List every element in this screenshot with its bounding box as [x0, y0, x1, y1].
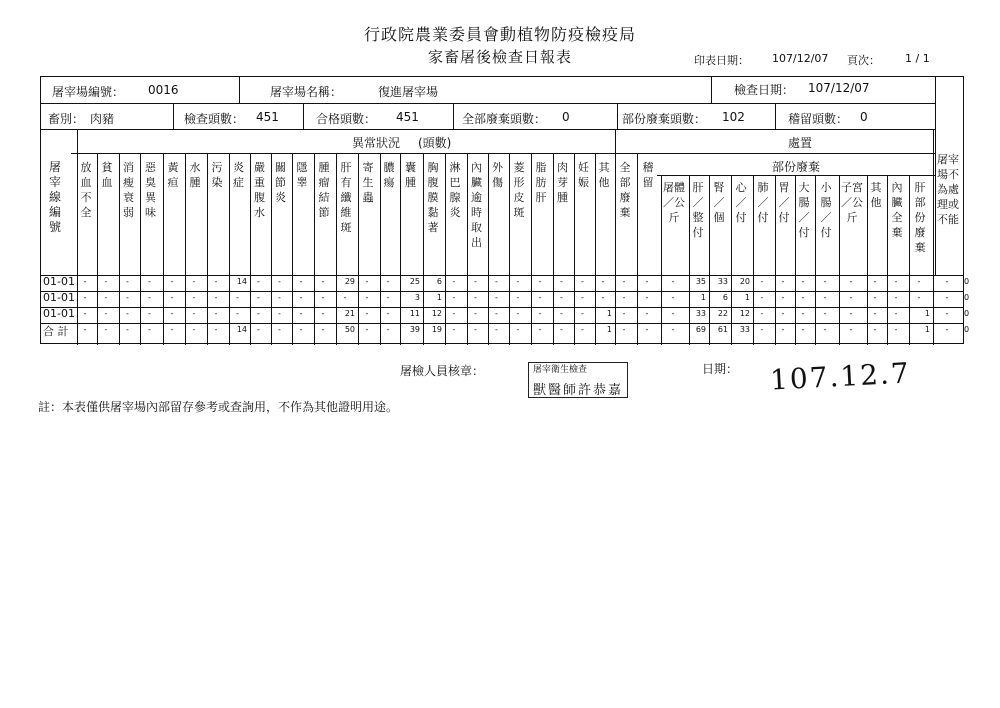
- table-cell: -: [214, 293, 218, 302]
- col-header-abnormal-4: 黃疸: [167, 161, 179, 189]
- table-cell: 25: [409, 277, 420, 286]
- table-cell: 1: [700, 293, 706, 302]
- table-cell: -: [148, 325, 151, 334]
- head-count-label: (頭數): [418, 136, 452, 150]
- table-cell: -: [760, 293, 764, 302]
- col-header-partial-4: 肺／付: [757, 181, 769, 224]
- col-header-abnormal-15: 囊腫: [405, 161, 416, 189]
- table-cell: -: [560, 277, 563, 286]
- table-cell: -: [581, 293, 584, 302]
- col-header-partial-3: 心／付: [735, 181, 747, 224]
- table-cell: -: [214, 325, 218, 334]
- table-cell: 22: [717, 309, 728, 318]
- table-cell: -: [104, 325, 108, 334]
- col-header-partial-10: 內臟全棄: [891, 181, 903, 239]
- passed: 451: [396, 110, 419, 124]
- table-cell: 61: [717, 325, 728, 334]
- table-cell: -: [917, 277, 921, 286]
- col-header-abnormal-5: 水腫: [189, 161, 201, 189]
- table-cell: 14: [236, 325, 247, 334]
- total-row-label: 合 計: [43, 325, 69, 338]
- table-cell: -: [126, 293, 129, 302]
- table-cell: -: [801, 293, 805, 302]
- table-cell: -: [495, 293, 498, 302]
- table-cell: -: [386, 277, 390, 286]
- plant-no-label: 屠宰場編號：: [52, 85, 125, 99]
- detained: 0: [860, 110, 868, 124]
- col-header-abnormal-12: 肝有纖維斑: [340, 161, 352, 234]
- plant-name: 復進屠宰場: [378, 85, 439, 99]
- col-header-line-no: 屠宰線編號: [48, 160, 61, 234]
- table-cell: 3: [414, 293, 420, 302]
- table-cell: -: [321, 277, 325, 286]
- table-cell: -: [343, 293, 347, 302]
- row-label: 01-01: [43, 307, 75, 320]
- inspector-stamp: [528, 362, 628, 398]
- table-cell: -: [104, 277, 108, 286]
- total-condemn: 0: [562, 110, 570, 124]
- col-header-total-condemn: 全部廢棄: [619, 161, 631, 219]
- page-label: 頁次：: [847, 54, 880, 67]
- table-cell: 19: [431, 325, 442, 334]
- table-cell: -: [474, 309, 477, 318]
- abnormal-section-title: 異常狀況: [352, 136, 401, 150]
- table-cell: 33: [717, 277, 728, 286]
- table-cell: -: [823, 293, 827, 302]
- signature-label: 屠檢人員核章：: [400, 364, 485, 378]
- table-cell: -: [474, 325, 477, 334]
- table-cell: -: [83, 325, 87, 334]
- date-label: 日期：: [702, 362, 739, 376]
- table-cell: -: [236, 293, 239, 302]
- col-header-abnormal-19: 外傷: [492, 161, 503, 189]
- col-header-abnormal-11: 腫瘤結節: [318, 161, 330, 219]
- table-cell: -: [581, 277, 584, 286]
- row-label: 01-01: [43, 291, 75, 304]
- species: 肉豬: [90, 112, 115, 126]
- table-cell: -: [622, 293, 626, 302]
- table-cell: -: [299, 293, 303, 302]
- table-cell: 0: [964, 325, 970, 334]
- table-cell: -: [104, 293, 108, 302]
- table-cell: 0: [964, 309, 970, 318]
- table-cell: 14: [236, 277, 247, 286]
- table-cell: -: [645, 309, 649, 318]
- table-cell: -: [538, 277, 542, 286]
- col-header-abnormal-17: 淋巴腺炎: [449, 161, 461, 219]
- partial-section-title: 部份廢棄: [772, 160, 821, 174]
- stamp-line1: 屠宰衛生檢查: [533, 365, 588, 375]
- col-header-abnormal-8: 嚴重腹水: [254, 161, 265, 219]
- table-cell: 1: [924, 325, 930, 334]
- col-header-abnormal-7: 炎症: [233, 161, 244, 189]
- col-header-partial-6: 大腸／付: [798, 181, 810, 239]
- table-cell: -: [538, 293, 542, 302]
- table-cell: -: [781, 293, 785, 302]
- table-cell: -: [192, 293, 196, 302]
- table-cell: 33: [695, 309, 706, 318]
- table-cell: -: [148, 293, 151, 302]
- col-header-partial-2: 腎／個: [713, 181, 725, 224]
- table-cell: -: [236, 309, 239, 318]
- table-cell: 0: [964, 277, 970, 286]
- table-cell: 50: [344, 325, 355, 334]
- col-header-abnormal-18: 內臟逾時取出: [471, 161, 482, 249]
- col-header-partial-8: 子宮／公斤: [841, 181, 863, 224]
- table-cell: -: [873, 277, 877, 286]
- table-cell: -: [622, 325, 626, 334]
- col-header-not-processed: 屠宰場不為處理或不能: [937, 153, 959, 226]
- table-cell: -: [170, 325, 174, 334]
- table-cell: -: [257, 309, 260, 318]
- table-cell: 29: [344, 277, 355, 286]
- table-cell: -: [148, 309, 151, 318]
- table-cell: -: [83, 277, 87, 286]
- table-cell: -: [945, 293, 949, 302]
- table-cell: -: [278, 325, 281, 334]
- table-cell: -: [474, 293, 477, 302]
- table-cell: -: [823, 309, 827, 318]
- table-cell: 1: [744, 293, 750, 302]
- species-label: 畜別：: [48, 112, 85, 126]
- table-cell: -: [781, 325, 785, 334]
- table-cell: 39: [409, 325, 420, 334]
- col-header-abnormal-6: 污染: [211, 161, 223, 189]
- table-cell: -: [170, 309, 174, 318]
- table-cell: -: [873, 309, 877, 318]
- table-cell: -: [365, 309, 369, 318]
- col-header-abnormal-16: 胸腹膜黏著: [427, 161, 439, 234]
- table-cell: -: [560, 325, 563, 334]
- col-header-partial-1: 肝／整付: [692, 181, 704, 239]
- table-cell: -: [278, 293, 281, 302]
- table-cell: -: [781, 309, 785, 318]
- agency-title: 行政院農業委員會動植物防疫檢疫局: [363, 25, 636, 44]
- col-header-abnormal-3: 惡臭異味: [145, 161, 156, 219]
- table-cell: -: [321, 325, 325, 334]
- col-header-abnormal-1: 貧血: [101, 161, 113, 189]
- footer-note: 註：本表僅供屠宰場內部留存參考或查詢用，不作為其他證明用途。: [38, 400, 399, 414]
- table-cell: -: [894, 277, 898, 286]
- table-cell: -: [538, 325, 542, 334]
- table-cell: -: [760, 325, 764, 334]
- col-header-abnormal-14: 膿瘍: [383, 161, 395, 189]
- table-cell: -: [849, 293, 853, 302]
- col-header-partial-0: 屠體／公斤: [663, 181, 685, 224]
- table-cell: 0: [964, 293, 970, 302]
- table-cell: -: [581, 309, 584, 318]
- table-cell: 20: [739, 277, 750, 286]
- table-cell: -: [894, 309, 898, 318]
- table-cell: -: [645, 293, 649, 302]
- table-cell: -: [192, 325, 196, 334]
- table-cell: -: [495, 325, 498, 334]
- table-cell: -: [170, 293, 174, 302]
- passed-label: 合格頭數：: [316, 112, 377, 126]
- col-header-abnormal-0: 放血不全: [80, 161, 92, 219]
- table-cell: -: [83, 309, 87, 318]
- col-header-partial-11: 肝部份廢棄: [914, 181, 926, 254]
- table-cell: -: [257, 293, 260, 302]
- table-cell: -: [581, 325, 584, 334]
- table-cell: -: [671, 325, 675, 334]
- table-cell: -: [873, 325, 877, 334]
- table-cell: -: [299, 325, 303, 334]
- table-cell: -: [622, 277, 626, 286]
- table-cell: -: [945, 325, 949, 334]
- table-cell: -: [365, 325, 369, 334]
- handwritten-date: 107.12.7: [769, 356, 912, 397]
- table-cell: 1: [606, 325, 612, 334]
- table-cell: -: [760, 309, 764, 318]
- inspected: 451: [256, 110, 279, 124]
- table-cell: -: [214, 277, 218, 286]
- table-cell: -: [386, 293, 390, 302]
- table-cell: 12: [739, 309, 750, 318]
- col-header-abnormal-20: 菱形皮斑: [513, 161, 525, 219]
- detained-label: 稽留頭數：: [788, 112, 849, 126]
- table-cell: -: [560, 309, 563, 318]
- table-cell: -: [192, 309, 196, 318]
- col-header-abnormal-23: 妊娠: [578, 161, 589, 189]
- table-cell: -: [671, 309, 675, 318]
- table-cell: -: [365, 293, 369, 302]
- table-cell: -: [849, 309, 853, 318]
- total-condemn-label: 全部廢棄頭數：: [462, 112, 547, 126]
- table-cell: -: [849, 277, 853, 286]
- table-cell: -: [801, 277, 805, 286]
- report-title: 家畜屠後檢查日報表: [427, 48, 572, 66]
- col-header-abnormal-10: 隱睾: [296, 161, 308, 189]
- row-label: 01-01: [43, 275, 75, 288]
- table-cell: -: [873, 293, 877, 302]
- table-cell: -: [278, 277, 281, 286]
- table-cell: -: [126, 277, 129, 286]
- table-cell: -: [516, 293, 520, 302]
- inspect-date: 107/12/07: [808, 81, 870, 95]
- table-cell: -: [671, 293, 675, 302]
- disposal-section-title: 處置: [788, 136, 813, 150]
- table-cell: -: [516, 325, 520, 334]
- table-cell: -: [257, 325, 260, 334]
- table-cell: -: [516, 277, 520, 286]
- col-header-abnormal-21: 脂肪肝: [535, 161, 547, 204]
- table-cell: -: [849, 325, 853, 334]
- table-cell: -: [474, 277, 477, 286]
- table-cell: -: [516, 309, 520, 318]
- print-date: 107/12/07: [772, 52, 829, 65]
- table-cell: -: [645, 277, 649, 286]
- table-cell: -: [365, 277, 369, 286]
- table-cell: 21: [344, 309, 355, 318]
- table-cell: -: [917, 293, 921, 302]
- table-cell: -: [538, 309, 542, 318]
- table-cell: -: [452, 293, 456, 302]
- table-cell: -: [278, 309, 281, 318]
- col-header-abnormal-9: 關節炎: [275, 161, 286, 204]
- table-cell: -: [622, 309, 626, 318]
- page-value: 1 / 1: [905, 52, 930, 65]
- table-cell: -: [801, 325, 805, 334]
- print-date-label: 印表日期：: [694, 54, 749, 67]
- col-header-partial-9: 其他: [870, 181, 882, 209]
- table-cell: 69: [695, 325, 706, 334]
- table-cell: -: [495, 277, 498, 286]
- table-cell: 1: [436, 293, 442, 302]
- table-cell: -: [386, 309, 390, 318]
- plant-name-label: 屠宰場名稱：: [270, 85, 343, 99]
- table-cell: -: [452, 277, 456, 286]
- table-cell: 6: [436, 277, 442, 286]
- table-cell: -: [671, 277, 675, 286]
- table-cell: -: [321, 293, 325, 302]
- table-cell: -: [645, 325, 649, 334]
- table-cell: -: [126, 325, 129, 334]
- table-cell: -: [894, 325, 898, 334]
- table-cell: -: [299, 277, 303, 286]
- table-cell: -: [823, 325, 827, 334]
- table-cell: -: [170, 277, 174, 286]
- inspect-date-label: 檢查日期：: [734, 83, 795, 97]
- table-cell: -: [760, 277, 764, 286]
- table-cell: -: [148, 277, 151, 286]
- table-cell: -: [83, 293, 87, 302]
- col-header-partial-5: 胃／付: [778, 181, 790, 224]
- stamp-line2: 獸醫師許恭嘉: [533, 383, 624, 398]
- partial-condemn-label: 部份廢棄頭數：: [622, 112, 707, 126]
- table-cell: 1: [606, 309, 612, 318]
- table-cell: -: [894, 293, 898, 302]
- table-cell: -: [104, 309, 108, 318]
- table-cell: 6: [722, 293, 728, 302]
- table-cell: -: [781, 277, 785, 286]
- col-header-abnormal-13: 寄生蟲: [362, 161, 374, 204]
- table-cell: -: [257, 277, 260, 286]
- table-cell: -: [945, 277, 949, 286]
- table-cell: -: [601, 293, 605, 302]
- col-header-partial-7: 小腸／付: [820, 181, 832, 239]
- table-cell: -: [299, 309, 303, 318]
- table-cell: -: [601, 277, 605, 286]
- partial-condemn: 102: [722, 110, 745, 124]
- table-cell: -: [321, 309, 325, 318]
- table-cell: 33: [739, 325, 750, 334]
- table-cell: -: [801, 309, 805, 318]
- col-header-abnormal-24: 其他: [598, 161, 610, 189]
- table-cell: -: [192, 277, 196, 286]
- table-cell: 12: [431, 309, 442, 318]
- table-cell: -: [452, 325, 456, 334]
- table-cell: -: [126, 309, 129, 318]
- table-cell: 11: [409, 309, 420, 318]
- table-cell: -: [495, 309, 498, 318]
- inspected-label: 檢查頭數：: [184, 112, 245, 126]
- table-cell: -: [560, 293, 563, 302]
- col-header-detain: 稽留: [642, 161, 654, 189]
- col-header-abnormal-22: 肉芽腫: [557, 161, 568, 204]
- plant-no: 0016: [148, 83, 179, 97]
- table-cell: 35: [695, 277, 706, 286]
- table-cell: -: [823, 277, 827, 286]
- table-cell: -: [945, 309, 949, 318]
- col-header-abnormal-2: 消瘦衰弱: [123, 161, 134, 219]
- table-cell: 1: [924, 309, 930, 318]
- table-cell: -: [386, 325, 390, 334]
- table-cell: -: [452, 309, 456, 318]
- table-cell: -: [214, 309, 218, 318]
